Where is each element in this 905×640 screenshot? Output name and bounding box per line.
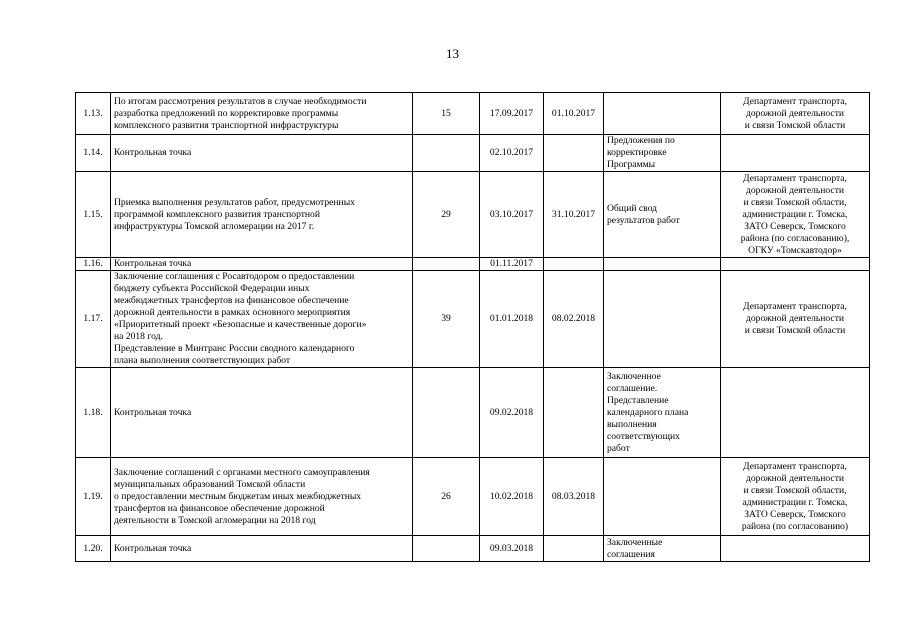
- end-date: [544, 258, 604, 271]
- responsible-party-line: администрации г. Томска,: [742, 208, 848, 220]
- task-name-line: бюджету субъекта Российской Федерации иных: [114, 283, 310, 294]
- start-date: 17.09.2017: [480, 93, 544, 135]
- task-name-line: деятельности в Томской агломерации на 2018 год: [114, 514, 316, 526]
- table-row: [76, 536, 870, 562]
- responsible-party-line: Департамент транспорта,: [743, 301, 847, 312]
- duration-days: [413, 536, 480, 562]
- result-description: [604, 271, 721, 368]
- result-description-line: календарного плана: [607, 406, 689, 418]
- result-description: [604, 93, 721, 135]
- responsible-party-line: дорожной деятельности: [745, 107, 845, 119]
- result-description-line: соглашения: [607, 548, 655, 560]
- responsible-party-line: Департамент транспорта,: [743, 95, 847, 107]
- responsible-party: [721, 258, 870, 271]
- task-name: [111, 135, 413, 172]
- responsible-party-line: администрации г. Томска,: [742, 496, 848, 508]
- table-row: [76, 93, 870, 135]
- responsible-party: [721, 135, 870, 172]
- end-date: 01.10.2017: [544, 93, 604, 135]
- start-date: 10.02.2018: [480, 458, 544, 536]
- table-row: [76, 258, 870, 271]
- responsible-party: [721, 458, 870, 536]
- responsible-party-line: дорожной деятельности: [745, 472, 845, 484]
- result-description-line: соглашение.: [607, 382, 658, 394]
- responsible-party: [721, 368, 870, 458]
- responsible-party-line: дорожной деятельности: [745, 313, 845, 324]
- task-name-line: Приемка выполнения результатов работ, предусмотренных: [114, 196, 355, 208]
- responsible-party-line: и связи Томской области,: [743, 484, 847, 496]
- task-name: [111, 368, 413, 458]
- result-description-line: корректировке: [607, 147, 667, 158]
- end-date: [544, 135, 604, 172]
- task-name: [111, 172, 413, 258]
- row-number: 1.18.: [76, 368, 111, 458]
- start-date: 01.01.2018: [480, 271, 544, 368]
- task-name: [111, 93, 413, 135]
- result-description-line: Заключенное: [607, 370, 661, 382]
- result-description-line: Предложения по: [607, 135, 675, 146]
- task-name-line: дорожной деятельности в рамках основного мероприятия: [114, 307, 351, 318]
- responsible-party: [721, 271, 870, 368]
- duration-days: 26: [413, 458, 480, 536]
- end-date: 31.10.2017: [544, 172, 604, 258]
- task-name-line: Контрольная точка: [114, 406, 192, 418]
- duration-days: 29: [413, 172, 480, 258]
- result-description: [604, 172, 721, 258]
- task-name-line: межбюджетных трансфертов на финансовое обеспечение: [114, 295, 349, 306]
- task-name-line: Контрольная точка: [114, 147, 192, 158]
- result-description-line: результатов работ: [607, 214, 680, 226]
- duration-days: [413, 135, 480, 172]
- start-date: 09.02.2018: [480, 368, 544, 458]
- responsible-party-line: ЗАТО Северск, Томского: [744, 220, 846, 232]
- start-date: 09.03.2018: [480, 536, 544, 562]
- end-date: 08.03.2018: [544, 458, 604, 536]
- responsible-party-line: района (по согласованию),: [740, 232, 850, 244]
- task-name-line: Контрольная точка: [114, 258, 192, 269]
- task-name-line: комплексного развития транспортной инфраструктуры: [114, 119, 339, 131]
- duration-days: [413, 258, 480, 271]
- end-date: 08.02.2018: [544, 271, 604, 368]
- result-description: [604, 536, 721, 562]
- result-description-line: выполнения: [607, 418, 657, 430]
- result-description-line: Заключенные: [607, 536, 663, 548]
- table-row: [76, 172, 870, 258]
- task-name: [111, 258, 413, 271]
- task-name-line: Контрольная точка: [114, 542, 192, 554]
- task-name-line: муниципальных образований Томской области: [114, 478, 306, 490]
- task-name: [111, 536, 413, 562]
- responsible-party-line: и связи Томской области: [744, 325, 846, 336]
- result-description-line: соответствующих: [607, 430, 680, 442]
- responsible-party-line: ЗАТО Северск, Томского: [744, 508, 846, 520]
- task-name-line: трансфертов на финансовое обеспечение дорожной: [114, 502, 325, 514]
- responsible-party: [721, 93, 870, 135]
- row-number: 1.13.: [76, 93, 111, 135]
- row-number: 1.19.: [76, 458, 111, 536]
- task-name: [111, 458, 413, 536]
- result-description: [604, 458, 721, 536]
- responsible-party: [721, 172, 870, 258]
- row-number: 1.17.: [76, 271, 111, 368]
- task-name-line: инфраструктуры Томской агломерации на 2017 г.: [114, 220, 315, 232]
- page-number: 13: [446, 46, 459, 61]
- start-date: 03.10.2017: [480, 172, 544, 258]
- task-name-line: «Приоритетный проект «Безопасные и качественные дороги»: [114, 319, 367, 330]
- result-description: [604, 135, 721, 172]
- table-row: [76, 271, 870, 368]
- task-name-line: разработка предложений по корректировке программы: [114, 107, 339, 119]
- row-number: 1.20.: [76, 536, 111, 562]
- table-row: [76, 458, 870, 536]
- row-number: 1.14.: [76, 135, 111, 172]
- responsible-party-line: Департамент транспорта,: [743, 460, 847, 472]
- end-date: [544, 536, 604, 562]
- responsible-party-line: Департамент транспорта,: [743, 172, 847, 184]
- task-name-line: Заключение соглашений с органами местного самоуправления: [114, 466, 370, 478]
- row-number: 1.16.: [76, 258, 111, 271]
- task-name-line: о предоставлении местным бюджетам иных межбюджетных: [114, 490, 362, 502]
- result-description-line: Общий свод: [607, 202, 657, 214]
- responsible-party-line: и связи Томской области,: [743, 196, 847, 208]
- end-date: [544, 368, 604, 458]
- table-row: [76, 368, 870, 458]
- result-description-line: Программы: [607, 159, 656, 170]
- responsible-party-line: и связи Томской области: [744, 119, 846, 131]
- start-date: 01.11.2017: [480, 258, 544, 271]
- duration-days: 39: [413, 271, 480, 368]
- task-name-line: плана выполнения соответствующих работ: [114, 355, 291, 366]
- task-name-line: Заключение соглашения с Росавтодором о предоставлении: [114, 271, 355, 282]
- responsible-party-line: района (по согласованию): [741, 520, 849, 532]
- responsible-party-line: ОГКУ «Томскавтодор»: [748, 244, 842, 256]
- start-date: 02.10.2017: [480, 135, 544, 172]
- result-description: [604, 368, 721, 458]
- table-row: [76, 135, 870, 172]
- task-name: [111, 271, 413, 368]
- result-description-line: работ: [607, 442, 630, 454]
- task-name-line: программой комплексного развития транспортной: [114, 208, 320, 220]
- responsible-party: [721, 536, 870, 562]
- task-name-line: Представление в Минтранс России сводного календарного: [114, 343, 355, 354]
- responsible-party-line: дорожной деятельности: [745, 184, 845, 196]
- task-name-line: на 2018 год.: [114, 331, 163, 342]
- task-name-line: По итогам рассмотрения результатов в случае необходимости: [114, 95, 367, 107]
- duration-days: 15: [413, 93, 480, 135]
- result-description: [604, 258, 721, 271]
- duration-days: [413, 368, 480, 458]
- result-description-line: Представление: [607, 394, 669, 406]
- row-number: 1.15.: [76, 172, 111, 258]
- schedule-table: [75, 92, 870, 562]
